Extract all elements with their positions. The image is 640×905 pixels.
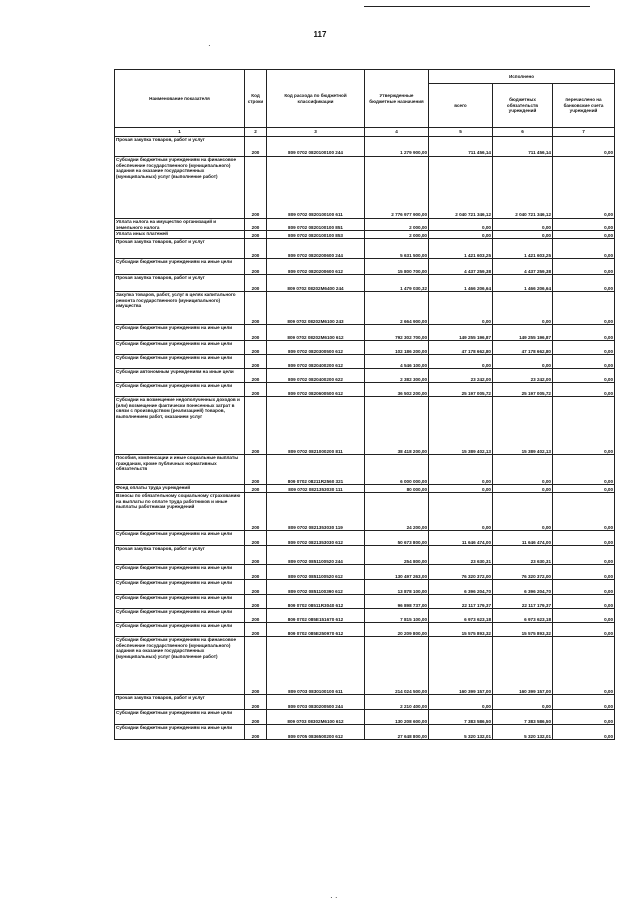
row-approved: 2 382 300,00: [365, 369, 429, 383]
row-code: 200: [245, 546, 267, 565]
row-approved: 254 800,00: [365, 546, 429, 565]
row-classifier: 809 0702 0820300500 612: [267, 341, 365, 355]
row-classifier: 809 0702 0820400200 612: [267, 355, 365, 369]
col-number: 4: [365, 128, 429, 137]
row-approved: 27 648 800,00: [365, 725, 429, 740]
row-executed-total: 0,00: [429, 355, 493, 369]
row-classifier: 809 0702 0821353030 612: [267, 531, 365, 546]
row-budget-obligations: 23 630,31: [493, 546, 553, 565]
row-code: 200: [245, 580, 267, 595]
row-classifier: 809 0702 0821353030 119: [267, 493, 365, 531]
row-budget-obligations: 22 117 179,37: [493, 595, 553, 609]
top-rule: [364, 6, 590, 7]
row-name: Прочая закупка товаров, работ и услуг: [115, 275, 245, 292]
row-budget-obligations: 76 320 372,00: [493, 565, 553, 580]
row-transferred: 0,00: [553, 485, 615, 493]
header-executed: Исполнено: [429, 70, 615, 84]
row-budget-obligations: 149 255 196,87: [493, 325, 553, 341]
table-row: [115, 565, 615, 580]
row-code: 200: [245, 565, 267, 580]
row-budget-obligations: 1 421 603,25: [493, 239, 553, 259]
row-budget-obligations: 7 383 586,50: [493, 710, 553, 725]
row-transferred: 0,00: [553, 580, 615, 595]
row-transferred: 0,00: [553, 623, 615, 637]
row-approved: 5 631 500,00: [365, 239, 429, 259]
row-code: 200: [245, 637, 267, 695]
row-name: Субсидии на возмещение недополученных доходов и (или) возмещение фактически понесенных затрат в связи с производством (реализацией) товаров, выполнением работ, оказанием услуг: [115, 397, 245, 455]
row-transferred: 0,00: [553, 493, 615, 531]
row-classifier: 809 0702 08211R2560 321: [267, 455, 365, 485]
row-name: Субсидии бюджетным учреждениям на иные цели: [115, 355, 245, 369]
row-executed-total: 5 320 132,01: [429, 725, 493, 740]
row-approved: 80 000,00: [365, 485, 429, 493]
col-number: 6: [493, 128, 553, 137]
row-name: Субсидии бюджетным учреждениям на иные цели: [115, 383, 245, 397]
row-executed-total: 0,00: [429, 695, 493, 710]
table-row: [115, 239, 615, 259]
row-approved: 13 878 100,00: [365, 580, 429, 595]
row-name: Субсидии бюджетным учреждениям на иные цели: [115, 609, 245, 623]
row-name: Субсидии бюджетным учреждениям на иные цели: [115, 710, 245, 725]
table-row: [115, 292, 615, 325]
row-transferred: 0,00: [553, 531, 615, 546]
row-budget-obligations: 4 437 259,38: [493, 259, 553, 275]
row-code: 200: [245, 275, 267, 292]
table-row: [115, 546, 615, 565]
row-classifier: 809 0702 0820100100 853: [267, 231, 365, 239]
row-name: Прочая закупка товаров, работ и услуг: [115, 137, 245, 157]
table-row: [115, 580, 615, 595]
row-transferred: 0,00: [553, 231, 615, 239]
row-classifier: 809 0702 0820200600 244: [267, 239, 365, 259]
row-transferred: 0,00: [553, 397, 615, 455]
row-name: Субсидии бюджетным учреждениям на финансовое обеспечение государственного (муниципального) задания на оказание государственных (муниципальных) услуг (выполнение работ): [115, 157, 245, 219]
row-classifier: 809 0702 0821000200 811: [267, 397, 365, 455]
row-executed-total: 1 421 603,25: [429, 239, 493, 259]
row-code: 200: [245, 493, 267, 531]
row-transferred: 0,00: [553, 369, 615, 383]
table-row: [115, 137, 615, 157]
header-row-top: [115, 70, 615, 84]
header-budget-obligations: бюджетных обязательств учреждений: [493, 84, 553, 128]
row-budget-obligations: 25 197 005,72: [493, 383, 553, 397]
row-executed-total: 1 466 206,64: [429, 275, 493, 292]
row-transferred: 0,00: [553, 565, 615, 580]
row-transferred: 0,00: [553, 725, 615, 740]
row-approved: 1 479 030,32: [365, 275, 429, 292]
row-approved: 24 200,00: [365, 493, 429, 531]
row-name: Субсидии бюджетным учреждениям на иные цели: [115, 565, 245, 580]
header-total: всего: [429, 84, 493, 128]
row-name: Уплата иных платежей: [115, 231, 245, 239]
row-approved: 15 800 700,00: [365, 259, 429, 275]
table-row: [115, 695, 615, 710]
column-number-row: [115, 128, 615, 137]
row-classifier: 809 0702 08202М6400 244: [267, 275, 365, 292]
row-transferred: 0,00: [553, 383, 615, 397]
row-executed-total: 0,00: [429, 493, 493, 531]
row-classifier: 809 0702 08202М6100 612: [267, 325, 365, 341]
table-row: [115, 259, 615, 275]
row-executed-total: 6 973 623,18: [429, 609, 493, 623]
row-transferred: 0,00: [553, 157, 615, 219]
row-code: 200: [245, 259, 267, 275]
row-approved: 20 209 800,00: [365, 623, 429, 637]
row-approved: 130 208 600,00: [365, 710, 429, 725]
row-budget-obligations: 11 646 474,00: [493, 531, 553, 546]
row-approved: 102 186 200,00: [365, 341, 429, 355]
table-row: [115, 609, 615, 623]
row-name: Уплата налога на имущество организаций и земельного налога: [115, 219, 245, 231]
row-name: Субсидии бюджетным учреждениям на иные цели: [115, 259, 245, 275]
row-classifier: 809 0703 08302М6100 612: [267, 710, 365, 725]
row-name: Субсидии бюджетным учреждениям на иные цели: [115, 595, 245, 609]
row-budget-obligations: 15 389 402,13: [493, 397, 553, 455]
expenditure-table: [114, 69, 615, 740]
row-budget-obligations: 0,00: [493, 219, 553, 231]
row-approved: 4 546 100,00: [365, 355, 429, 369]
row-executed-total: 22 117 179,37: [429, 595, 493, 609]
row-transferred: 0,00: [553, 355, 615, 369]
row-code: 200: [245, 231, 267, 239]
row-executed-total: 149 255 196,87: [429, 325, 493, 341]
row-code: 200: [245, 397, 267, 455]
col-number: 5: [429, 128, 493, 137]
row-approved: 792 302 700,00: [365, 325, 429, 341]
row-code: 200: [245, 623, 267, 637]
table-row: [115, 157, 615, 219]
header-classifier: Код расхода по бюджетной классификации: [267, 70, 365, 128]
row-executed-total: 0,00: [429, 485, 493, 493]
row-code: 200: [245, 157, 267, 219]
row-name: Субсидии бюджетным учреждениям на финансовое обеспечение государственного (муниципального) задания на оказание государственных (муниципальных) услуг (выполнение работ): [115, 637, 245, 695]
row-code: 200: [245, 531, 267, 546]
row-code: 200: [245, 137, 267, 157]
row-name: Субсидии бюджетным учреждениям на иные цели: [115, 325, 245, 341]
row-code: 200: [245, 239, 267, 259]
row-code: 200: [245, 369, 267, 383]
row-budget-obligations: 6 973 623,18: [493, 609, 553, 623]
row-executed-total: 7 383 586,50: [429, 710, 493, 725]
col-number: 1: [115, 128, 245, 137]
row-approved: 36 502 200,00: [365, 383, 429, 397]
row-executed-total: 711 456,14: [429, 137, 493, 157]
row-transferred: 0,00: [553, 325, 615, 341]
row-executed-total: 25 197 005,72: [429, 383, 493, 397]
row-name: Субсидии автономным учреждениям на иные цели: [115, 369, 245, 383]
row-name: Прочая закупка товаров, работ и услуг: [115, 695, 245, 710]
row-budget-obligations: 0,00: [493, 455, 553, 485]
row-executed-total: 0,00: [429, 231, 493, 239]
table-row: [115, 275, 615, 292]
row-executed-total: 23 242,00: [429, 369, 493, 383]
table-row: [115, 369, 615, 383]
row-classifier: 809 0703 0830100100 611: [267, 637, 365, 695]
row-executed-total: 47 178 662,80: [429, 341, 493, 355]
table-row: [115, 637, 615, 695]
row-approved: 130 497 263,00: [365, 565, 429, 580]
table-row: [115, 493, 615, 531]
row-budget-obligations: 5 320 132,01: [493, 725, 553, 740]
row-approved: 96 898 737,00: [365, 595, 429, 609]
table-row: [115, 531, 615, 546]
scan-speck: ·: [208, 41, 211, 50]
row-executed-total: 15 575 893,32: [429, 623, 493, 637]
row-classifier: 809 0702 085Е151670 612: [267, 609, 365, 623]
row-classifier: 809 0702 0820100100 244: [267, 137, 365, 157]
row-approved: 2 776 977 900,00: [365, 157, 429, 219]
table-row: [115, 623, 615, 637]
row-classifier: 809 0702 085Е250970 612: [267, 623, 365, 637]
row-executed-total: 160 399 157,00: [429, 637, 493, 695]
row-name: Пособия, компенсации и иные социальные выплаты гражданам, кроме публичных нормативных обязательств: [115, 455, 245, 485]
row-name: Субсидии бюджетным учреждениям на иные цели: [115, 725, 245, 740]
row-name: Закупка товаров, работ, услуг в целях капитального ремонта государственного (муниципального) имущества: [115, 292, 245, 325]
row-code: 200: [245, 595, 267, 609]
row-name: Фонд оплаты труда учреждений: [115, 485, 245, 493]
row-executed-total: 0,00: [429, 219, 493, 231]
col-number: 2: [245, 128, 267, 137]
row-budget-obligations: 711 456,14: [493, 137, 553, 157]
row-transferred: 0,00: [553, 637, 615, 695]
row-code: 200: [245, 219, 267, 231]
row-budget-obligations: 0,00: [493, 695, 553, 710]
row-executed-total: 15 389 402,13: [429, 397, 493, 455]
page-number: 117: [313, 30, 327, 39]
row-executed-total: 4 437 259,38: [429, 259, 493, 275]
table-row: [115, 231, 615, 239]
row-transferred: 0,00: [553, 259, 615, 275]
row-code: 200: [245, 609, 267, 623]
row-code: 200: [245, 455, 267, 485]
row-name: Субсидии бюджетным учреждениям на иные цели: [115, 341, 245, 355]
row-transferred: 0,00: [553, 239, 615, 259]
row-classifier: 809 0702 0820100100 611: [267, 157, 365, 219]
row-approved: 2 664 900,00: [365, 292, 429, 325]
row-classifier: 809 0702 0851100520 612: [267, 565, 365, 580]
row-transferred: 0,00: [553, 595, 615, 609]
table-row: [115, 710, 615, 725]
col-number: 3: [267, 128, 365, 137]
row-budget-obligations: 0,00: [493, 485, 553, 493]
row-transferred: 0,00: [553, 455, 615, 485]
row-transferred: 0,00: [553, 695, 615, 710]
row-transferred: 0,00: [553, 292, 615, 325]
row-classifier: 809 0702 0820100100 851: [267, 219, 365, 231]
row-transferred: 0,00: [553, 546, 615, 565]
row-executed-total: 0,00: [429, 455, 493, 485]
row-classifier: 809 0702 0821353030 111: [267, 485, 365, 493]
row-budget-obligations: 0,00: [493, 292, 553, 325]
row-name: Субсидии бюджетным учреждениям на иные цели: [115, 580, 245, 595]
row-classifier: 809 0702 0851100520 244: [267, 546, 365, 565]
row-budget-obligations: 2 040 721 346,12: [493, 157, 553, 219]
table-row: [115, 341, 615, 355]
row-name: Прочая закупка товаров, работ и услуг: [115, 546, 245, 565]
row-code: 200: [245, 292, 267, 325]
row-code: 200: [245, 695, 267, 710]
header-code: Код строки: [245, 70, 267, 128]
header-approved: Утвержденные бюджетные назначения: [365, 70, 429, 128]
row-executed-total: 23 630,31: [429, 546, 493, 565]
row-classifier: 809 0705 0836500200 612: [267, 725, 365, 740]
table-row: [115, 219, 615, 231]
row-budget-obligations: 0,00: [493, 355, 553, 369]
row-code: 200: [245, 485, 267, 493]
row-executed-total: 76 320 372,00: [429, 565, 493, 580]
scan-speck: · ·: [330, 893, 338, 902]
row-name: Взносы по обязательному социальному страхованию на выплаты по оплате труда работников и иные выплаты работникам учреждений: [115, 493, 245, 531]
row-approved: 7 815 100,00: [365, 609, 429, 623]
row-name: Субсидии бюджетным учреждениям на иные цели: [115, 531, 245, 546]
table-row: [115, 383, 615, 397]
header-name: Наименование показателя: [115, 70, 245, 128]
row-name: Субсидии бюджетным учреждениям на иные цели: [115, 623, 245, 637]
row-name: Прочая закупка товаров, работ и услуг: [115, 239, 245, 259]
table-row: [115, 397, 615, 455]
row-classifier: 809 0702 08202М6100 243: [267, 292, 365, 325]
row-classifier: 809 0702 0820600500 612: [267, 383, 365, 397]
row-approved: 2 210 400,00: [365, 695, 429, 710]
row-transferred: 0,00: [553, 341, 615, 355]
row-classifier: 809 0702 08511R3040 612: [267, 595, 365, 609]
row-approved: 214 024 500,00: [365, 637, 429, 695]
row-executed-total: 0,00: [429, 292, 493, 325]
row-code: 200: [245, 325, 267, 341]
row-classifier: 809 0702 0820400200 622: [267, 369, 365, 383]
table-row: [115, 485, 615, 493]
row-approved: 38 418 200,00: [365, 397, 429, 455]
row-code: 200: [245, 383, 267, 397]
table-row: [115, 725, 615, 740]
row-approved: 2 000,00: [365, 219, 429, 231]
header-transferred: перечислено на банковские счета учреждений: [553, 84, 615, 128]
row-budget-obligations: 0,00: [493, 493, 553, 531]
row-transferred: 0,00: [553, 710, 615, 725]
row-classifier: 809 0702 0851100390 612: [267, 580, 365, 595]
row-transferred: 0,00: [553, 137, 615, 157]
row-budget-obligations: 15 575 893,32: [493, 623, 553, 637]
table-row: [115, 325, 615, 341]
row-classifier: 809 0703 0830200500 244: [267, 695, 365, 710]
row-executed-total: 11 646 474,00: [429, 531, 493, 546]
table-row: [115, 595, 615, 609]
row-budget-obligations: 160 399 157,00: [493, 637, 553, 695]
row-budget-obligations: 1 466 206,64: [493, 275, 553, 292]
row-transferred: 0,00: [553, 219, 615, 231]
row-approved: 1 279 900,00: [365, 137, 429, 157]
row-approved: 2 000,00: [365, 231, 429, 239]
row-code: 200: [245, 725, 267, 740]
row-classifier: 809 0702 0820200600 612: [267, 259, 365, 275]
row-transferred: 0,00: [553, 275, 615, 292]
row-executed-total: 6 396 204,70: [429, 580, 493, 595]
table-row: [115, 355, 615, 369]
row-budget-obligations: 23 242,00: [493, 369, 553, 383]
table-row: [115, 455, 615, 485]
row-approved: 50 673 800,00: [365, 531, 429, 546]
row-code: 200: [245, 341, 267, 355]
row-budget-obligations: 6 396 204,70: [493, 580, 553, 595]
row-code: 200: [245, 355, 267, 369]
col-number: 7: [553, 128, 615, 137]
row-code: 200: [245, 710, 267, 725]
row-executed-total: 2 040 721 346,12: [429, 157, 493, 219]
row-budget-obligations: 47 178 662,80: [493, 341, 553, 355]
row-approved: 6 000 000,00: [365, 455, 429, 485]
row-budget-obligations: 0,00: [493, 231, 553, 239]
row-transferred: 0,00: [553, 609, 615, 623]
